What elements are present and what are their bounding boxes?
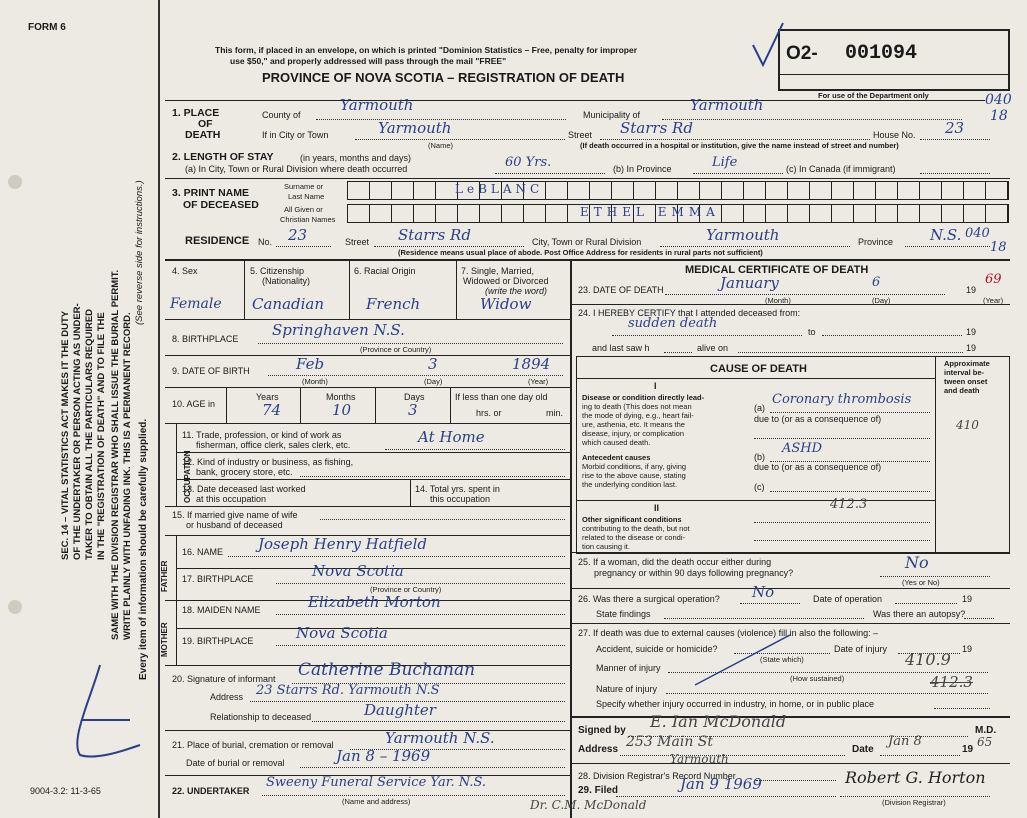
years-label: Years [256, 392, 279, 402]
informant-value: Catherine Buchanan [298, 660, 476, 680]
disease-line-6: which caused death. [582, 438, 651, 447]
left-border [158, 0, 160, 818]
letter-box [568, 182, 590, 199]
punch-hole [8, 175, 22, 189]
stay-label: 2. LENGTH OF STAY [172, 151, 274, 163]
md-label: M.D. [975, 725, 997, 736]
min-label: min. [546, 408, 564, 418]
undertaker-label: 22. UNDERTAKER [172, 786, 250, 796]
age-label: 10. AGE in [172, 399, 216, 409]
letter-box [898, 182, 920, 199]
interval-label-1: Approximate [944, 359, 990, 368]
signed-value: E. Ian McDonald [650, 712, 787, 731]
letter-box [942, 205, 964, 222]
letter-box [722, 205, 744, 222]
letter-box [700, 182, 722, 199]
letter-box [854, 205, 876, 222]
father-birth-value: Nova Scotia [312, 562, 404, 580]
side-text-7: (See reverse side for instructions.) [134, 180, 145, 325]
city-label: If in City or Town [262, 130, 329, 140]
other-line-3: related to the disease or condi- [582, 533, 685, 542]
side-text-8: Every item of information should be carefully supplied. [138, 418, 149, 680]
mother-maiden-value: Elizabeth Morton [308, 593, 441, 611]
disease-line-3: the mode of dying, e.g., heart fail- [582, 411, 694, 420]
mother-label: MOTHER [160, 622, 169, 657]
lastname-label: Last Name [288, 192, 325, 201]
mother-birth-value: Nova Scotia [296, 624, 388, 642]
less-day-label: If less than one day old [455, 392, 548, 402]
other-code: 412.3 [830, 497, 868, 512]
letter-box [546, 205, 568, 222]
disease-line-4: ure, asthenia, etc. It means the [582, 420, 685, 429]
certify-19a: 19 [966, 327, 977, 337]
dept-code-2: 18 [990, 108, 1008, 124]
disease-line-2: ing to death (This does not mean [582, 402, 692, 411]
to-label: to [808, 327, 816, 337]
death-day-caption: (Day) [872, 296, 891, 305]
father-name-label: 16. NAME [182, 547, 224, 557]
letter-box [920, 182, 942, 199]
letter-box [722, 182, 744, 199]
pen-stroke [690, 630, 800, 690]
name-caption: (Name) [428, 141, 454, 150]
racial-value: French [366, 295, 421, 313]
nature-label: Nature of injury [596, 684, 658, 694]
letter-box [480, 205, 502, 222]
age-months-value: 10 [332, 401, 352, 419]
months-label: Months [326, 392, 356, 402]
form-title: PROVINCE OF NOVA SCOTIA – REGISTRATION OF DEATH [262, 70, 625, 85]
letter-box [810, 182, 832, 199]
residence-no-label: No. [258, 237, 273, 247]
dob-month-value: Feb [296, 355, 325, 373]
footer-code: 9004-3.2: 11-3-65 [30, 786, 101, 796]
letter-box [854, 182, 876, 199]
hospital-note: (If death occurred in a hospital or institution, give the name instead of street and number) [580, 141, 899, 150]
residence-no-value: 23 [288, 226, 308, 244]
letter-box [964, 182, 986, 199]
house-value: 23 [945, 119, 965, 137]
letter-box [832, 205, 854, 222]
relationship-label: Relationship to deceased [210, 712, 312, 722]
stay-a-value: 60 Yrs. [505, 155, 552, 170]
side-text-1: SEC. 14 – VITAL STATISTICS ACT MAKES IT THE DUTY [60, 310, 71, 560]
letter-box [414, 205, 436, 222]
letter-box [678, 182, 700, 199]
letter-box [414, 182, 436, 199]
house-label: House No. [873, 130, 916, 140]
given-name-value: ETHEL EMMA [580, 205, 720, 219]
letter-box [744, 182, 766, 199]
letter-box [612, 182, 634, 199]
manner-code: 410.9 [905, 650, 951, 669]
letter-box [810, 205, 832, 222]
informant-label: 20. Signature of informant [172, 674, 276, 684]
racial-label: 6. Racial Origin [354, 266, 416, 276]
side-text-3: TAKER TO OBTAIN ALL THE PARTICULARS REQUIRED [84, 308, 95, 560]
residence-note: (Residence means usual place of abode. Post Office Address for residents in rural parts not sufficient) [398, 248, 763, 257]
age-years-value: 74 [262, 401, 282, 419]
cause-b-label: (b) [754, 452, 765, 462]
interval-label-4: and death [944, 386, 980, 395]
county-value: Yarmouth [340, 96, 414, 114]
industry-label-1: 12. Kind of industry or business, as fishing, [182, 457, 354, 467]
alive-on-label: alive on [697, 343, 729, 353]
stay-b-label: (b) In Province [613, 164, 672, 174]
reg-prefix: O2- [786, 43, 818, 64]
residence-label: RESIDENCE [185, 235, 250, 247]
instruction-line-2: use $50," and properly addressed will pass through the mail "FREE" [230, 56, 507, 66]
certify-value: sudden death [628, 316, 718, 331]
certify-19b: 19 [966, 343, 977, 353]
due-to-label-2: due to (or as a consequence of) [754, 462, 882, 472]
cause-a-code: 410 [956, 418, 979, 432]
death-month-value: January [720, 274, 779, 292]
side-text-2: OF THE UNDERTAKER OR PERSON ACTING AS UNDER- [72, 303, 83, 560]
letter-box [634, 182, 656, 199]
instruction-line-1: This form, if placed in an envelope, on which is printed "Dominion Statistics – Free, penalty for improper [215, 45, 638, 55]
letter-box [876, 205, 898, 222]
stay-b-value: Life [712, 155, 738, 170]
letter-box [392, 182, 414, 199]
residence-code: 040 [965, 226, 990, 241]
residence-street-value: Starrs Rd [398, 226, 471, 244]
father-name-value: Joseph Henry Hatfield [258, 535, 428, 553]
letter-box [898, 205, 920, 222]
surname-boxes[interactable] [347, 181, 1009, 200]
marital-label-2: Widowed or Divorced [463, 276, 549, 286]
stay-a-label: (a) In City, Town or Rural Division where death occurred [185, 164, 408, 174]
place-death-label: DEATH [185, 129, 221, 141]
letter-box [348, 182, 370, 199]
of-deceased-label: OF DECEASED [183, 199, 259, 211]
interval-label-2: interval be- [944, 368, 985, 377]
autopsy-label: Was there an autopsy? [873, 609, 966, 619]
roman-two: II [654, 503, 660, 513]
nationality-label: (Nationality) [262, 276, 311, 286]
prov-country-caption: (Province or Country) [360, 345, 432, 354]
signer-address-label: Address [578, 744, 619, 755]
burial-place-label: 21. Place of burial, cremation or removal [172, 740, 334, 750]
residence-code-2: 18 [990, 240, 1007, 255]
burial-place-value: Yarmouth N.S. [385, 729, 495, 747]
birthplace-value: Springhaven N.S. [272, 321, 405, 339]
dob-year-value: 1894 [512, 355, 551, 373]
letter-box [986, 182, 1008, 199]
letter-box [788, 205, 810, 222]
death-year-caption: (Year) [983, 296, 1004, 305]
christian-label: Christian Names [280, 215, 336, 224]
stay-c-label: (c) In Canada (if immigrant) [786, 164, 896, 174]
total-years-label-2: this occupation [430, 494, 491, 504]
date-injury-label: Date of injury [834, 644, 888, 654]
mother-birth-label: 19. BIRTHPLACE [182, 636, 254, 646]
external-label: 27. If death was due to external causes (violence) fill in also the following: – [578, 628, 879, 638]
sex-value: Female [170, 296, 222, 312]
death-year-value: 69 [985, 272, 1002, 287]
residence-prov-value: N.S. [930, 226, 962, 244]
letter-box [920, 205, 942, 222]
roman-one: I [654, 381, 657, 391]
letter-box [766, 182, 788, 199]
married-label-2: or husband of deceased [186, 520, 283, 530]
signer-address-overwrite: Yarmouth [670, 752, 729, 766]
sign-date-label: Date [852, 744, 874, 755]
informant-address-value: 23 Starrs Rd. Yarmouth N.S [256, 683, 440, 698]
dob-label: 9. DATE OF BIRTH [172, 366, 250, 376]
state-which-caption: (State which) [760, 655, 804, 664]
letter-box [524, 205, 546, 222]
surgery-label: 26. Was there a surgical operation? [578, 594, 720, 604]
marital-label-1: 7. Single, Married, [461, 266, 535, 276]
dob-day-value: 3 [428, 355, 438, 373]
sign-year-value: 65 [977, 735, 993, 749]
division-registrar-caption: (Division Registrar) [882, 798, 946, 807]
cause-c-label: (c) [754, 482, 765, 492]
citizenship-value: Canadian [252, 295, 325, 313]
letter-box [590, 182, 612, 199]
filed-value: Jan 9 1969 [680, 775, 762, 793]
marital-value: Widow [480, 295, 532, 313]
relationship-value: Daughter [364, 701, 436, 719]
how-caption: (How sustained) [790, 674, 845, 683]
age-days-value: 3 [408, 401, 418, 419]
dept-code: 040 [985, 92, 1012, 108]
cause-a-value: Coronary thrombosis [772, 392, 912, 407]
check-mark [748, 20, 788, 70]
interval-label-3: tween onset [944, 377, 988, 386]
letter-box [392, 205, 414, 222]
informant-address-label: Address [210, 692, 244, 702]
letter-box [744, 205, 766, 222]
burial-date-label: Date of burial or removal [186, 758, 285, 768]
sign-date-value: Jan 8 [888, 734, 922, 749]
side-text-6: WRITE PLAINLY WITH UNFADING INK. THIS IS A PERMANENT RECORD. [122, 312, 133, 640]
letter-box [370, 182, 392, 199]
disease-line-1: Disease or condition directly lead- [582, 393, 705, 402]
letter-box [656, 182, 678, 199]
surgery-value: No [752, 583, 775, 601]
cause-title: CAUSE OF DEATH [710, 363, 807, 375]
day-caption: (Day) [424, 377, 443, 386]
pregnancy-value: No [905, 553, 929, 572]
side-text-4: IN THE "REGISTRATION OF DEATH" AND TO FILE THE [96, 312, 107, 560]
letter-box [876, 182, 898, 199]
medical-certificate-title: MEDICAL CERTIFICATE OF DEATH [685, 264, 869, 276]
letter-box [788, 182, 810, 199]
city-value: Yarmouth [378, 119, 452, 137]
days-label: Days [404, 392, 425, 402]
trade-value: At Home [418, 428, 485, 446]
province-label: Province [858, 237, 894, 247]
letter-box [436, 205, 458, 222]
marital-label-3: (write the word) [485, 286, 548, 296]
father-prov-caption: (Province or Country) [370, 585, 442, 594]
letter-box [986, 205, 1008, 222]
death-month-caption: (Month) [765, 296, 791, 305]
date-op-label: Date of operation [813, 594, 883, 604]
date-death-label: 23. DATE OF DEATH [578, 285, 664, 295]
op-19: 19 [962, 594, 973, 604]
place-of-label: OF [198, 118, 213, 130]
registrar-signature: Robert G. Horton [845, 768, 986, 787]
antecedent-line-3: rise to the above cause, stating [582, 471, 686, 480]
print-name-label: 3. PRINT NAME [172, 187, 250, 199]
filed-label: 29. Filed [578, 785, 619, 796]
married-label-1: 15. If married give name of wife [172, 510, 298, 520]
month-caption: (Month) [302, 377, 328, 386]
father-birth-label: 17. BIRTHPLACE [182, 574, 254, 584]
pregnancy-label-1: 25. If a woman, did the death occur either during [578, 557, 772, 567]
street-label: Street [568, 130, 593, 140]
letter-box [964, 205, 986, 222]
manner-label: Manner of injury [596, 663, 661, 673]
sex-label: 4. Sex [172, 266, 198, 276]
signed-label: Signed by [578, 725, 626, 736]
letter-box [546, 182, 568, 199]
letter-box [942, 182, 964, 199]
death-day-value: 6 [872, 275, 881, 290]
stay-sub: (in years, months and days) [300, 153, 412, 163]
residence-city-value: Yarmouth [706, 226, 780, 244]
cause-a-label: (a) [754, 403, 765, 413]
last-worked-label-2: at this occupation [196, 494, 267, 504]
antecedent-line-1: Antecedent causes [582, 453, 651, 462]
last-saw-label: and last saw h [592, 343, 650, 353]
undertaker-note: Dr. C.M. McDonald [530, 798, 647, 812]
industry-label-2: bank, grocery store, etc. [196, 467, 293, 477]
form-number: FORM 6 [28, 22, 66, 33]
municipality-value: Yarmouth [690, 96, 764, 114]
last-worked-label-1: 13. Date deceased last worked [182, 484, 306, 494]
nature-code: 412.3 [930, 673, 973, 691]
other-line-2: contributing to the death, but not [582, 524, 690, 533]
punch-hole [8, 600, 22, 614]
year-caption: (Year) [528, 377, 549, 386]
sign-19: 19 [962, 744, 974, 755]
cause-b-value: ASHD [782, 441, 823, 456]
letter-box [458, 205, 480, 222]
letter-box [502, 205, 524, 222]
certify-label: 24. I HEREBY CERTIFY that I attended deceased from: [578, 308, 801, 318]
accident-label: Accident, suicide or homicide? [596, 644, 718, 654]
burial-date-value: Jan 8 – 1969 [336, 747, 431, 765]
municipality-label: Municipality of [583, 110, 641, 120]
state-findings-label: State findings [596, 609, 651, 619]
citizenship-label: 5. Citizenship [250, 266, 305, 276]
letter-box [766, 205, 788, 222]
disease-line-5: disease, injury, or complication [582, 429, 684, 438]
handwritten-mark [60, 660, 150, 770]
place-label: 1. PLACE [172, 107, 220, 119]
trade-label-1: 11. Trade, profession, or kind of work as [182, 430, 342, 440]
signer-address-value: 253 Main St [626, 734, 714, 750]
antecedent-line-2: Morbid conditions, if any, giving [582, 462, 687, 471]
county-label: County of [262, 110, 301, 120]
side-text-5: SAME WITH THE DIVISION REGISTRAR WHO SHALL ISSUE THE BURIAL PERMIT. [110, 269, 121, 640]
trade-label-2: fisherman, office clerk, sales clerk, etc. [196, 440, 351, 450]
mother-maiden-label: 18. MAIDEN NAME [182, 605, 261, 615]
specify-label: Specify whether injury occurred in industry, in home, or in public place [596, 699, 874, 709]
residence-street-label: Street [345, 237, 370, 247]
death-19: 19 [966, 285, 977, 295]
due-to-label-1: due to (or as a consequence of) [754, 414, 882, 424]
yes-no-caption: (Yes or No) [902, 578, 940, 587]
birthplace-label: 8. BIRTHPLACE [172, 334, 239, 344]
hrs-label: hrs. or [476, 408, 502, 418]
undertaker-value: Sweeny Funeral Service Yar. N.S. [266, 775, 487, 790]
letter-box [832, 182, 854, 199]
surname-label: Surname or [284, 182, 324, 191]
dept-use-label: For use of the Department only [818, 91, 929, 100]
given-label: All Given or [284, 205, 323, 214]
record-number-label: 28. Division Registrar's Record Number [578, 771, 736, 781]
other-line-4: tion causing it. [582, 542, 630, 551]
letter-box [370, 205, 392, 222]
reg-number: 001094 [845, 42, 918, 65]
street-value: Starrs Rd [620, 119, 693, 137]
other-line-1: Other significant conditions [582, 515, 682, 524]
surname-value: LeBLANC [455, 182, 544, 196]
city-division-label: City, Town or Rural Division [532, 237, 642, 247]
total-years-label-1: 14. Total yrs. spent in [415, 484, 500, 494]
pregnancy-label-2: pregnancy or within 90 days following pregnancy? [594, 568, 794, 578]
occupation-label: OCCUPATION [183, 450, 192, 503]
letter-box [348, 205, 370, 222]
father-label: FATHER [160, 560, 169, 592]
antecedent-line-4: the underlying condition last. [582, 480, 678, 489]
injury-19: 19 [962, 644, 973, 654]
name-address-caption: (Name and address) [342, 797, 411, 806]
